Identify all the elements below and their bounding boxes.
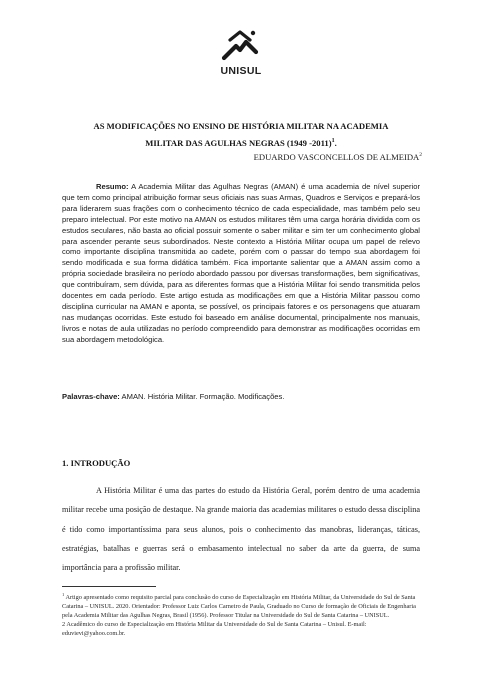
footnote-2-mark: 2 xyxy=(62,621,66,629)
unisul-emblem-icon xyxy=(220,28,262,64)
article-title-line-1: AS MODIFICAÇÕES NO ENSINO DE HISTÓRIA MILITAR NA ACADEMIA xyxy=(93,121,389,131)
title-end-period: . xyxy=(334,137,337,148)
introduction-paragraph: A História Militar é uma das partes do estudo da História Geral, porém dentro de uma academia militar recebe uma posição de destaque. Na grande maioria das academias militares o estudo dessa disciplina é tido como importantíssima para seus alunos, pois o conhecimento das manobras, lideranças, táticas, estratégias, batalhas e guerras será o embasamento intelectual no saber da arte da guerra, de suma importância para a profissão militar. xyxy=(62,486,420,573)
footnote-2-text: Acadêmico do curso de Especialização em História Militar da Universidade do Sul de Santa Catarina – Unisul. E-mail: eduvievi@yahoo.com.br. xyxy=(62,621,367,637)
footnote-2 xyxy=(62,621,422,638)
author-name-text: EDUARDO VASCONCELLOS DE ALMEIDA xyxy=(253,152,420,162)
section-heading: 1. INTRODUÇÃO xyxy=(62,458,131,468)
article-title-line-2 xyxy=(60,134,422,150)
author-footnote-mark: 2 xyxy=(419,152,422,159)
abstract-text: A Academia Militar das Agulhas Negras (AMAN) é uma academia de nível superior que tem como principal atribuição formar seus oficiais nas suas Armas, Quadros e Serviços e prepará-los para liderarem suas frações com o conhecimento técnico de cada especialidade, mas também pelo seu preparo intelectual. Por este motivo na AMAN os estudos militares têm uma carga horária dividida com os estudos seculares, não basta ao oficial possuir somente o saber militar e sim ter um conhecimento global para ascender perante seus subordinados. Neste contexto a História Militar ocupa um papel de relevo como importante disciplina transmitida ao cadete, porém com o passar do tempo sua abordagem foi sendo modificada e sua forma didática também. Fica importante salientar que a AMAN assim como a própria sociedade brasileira no período abordado passou por diversas transformações, bem significativas, que contribuíram, sem dúvida, para as diferentes formas que a História Militar foi sendo transmitida pelos docentes em cada período. Este artigo estuda as modificações em que a História Militar passou como disciplina curricular na AMAN e aponta, se possível, os principais fatores e os personagens que atuaram nas mudanças ocorridas. Este estudo foi baseado em análise documental, principalmente nos manuais, livros e notas de aula utilizadas no período compreendido para demonstrar as modificações ocorridas em sua abordagem metodológica. xyxy=(62,182,420,344)
footnote-1 xyxy=(62,591,422,620)
keywords xyxy=(62,392,284,401)
footnote-1-text: Artigo apresentado como requisito parcial para conclusão do curso de Especialização em História Militar, da Universidade do Sul de Santa Catarina – UNISUL. 2020. Orientador: Professor Luiz Carlos Carneiro de Paula, Graduado no Curso de formação de Oficiais de Engenharia pela Academia Militar das Agulhas Negras, Brasil (1956). Professor Titular na Universidade do Sul de Santa Catarina – UNISUL. xyxy=(62,594,416,619)
university-logo xyxy=(212,28,270,78)
title-footnote-mark: 1 xyxy=(331,138,335,144)
footnotes xyxy=(62,591,422,640)
abstract xyxy=(62,182,420,346)
footnote-divider xyxy=(62,586,156,587)
footnote-1-mark: 1 xyxy=(62,592,65,597)
abstract-label: Resumo: xyxy=(96,182,129,191)
keywords-text: AMAN. História Militar. Formação. Modificações. xyxy=(121,392,285,401)
introduction-body xyxy=(62,481,420,577)
article-title-text: MILITAR DAS AGULHAS NEGRAS (1949 -2011) xyxy=(145,137,332,148)
logo-text: UNISUL xyxy=(220,65,262,77)
author-name xyxy=(254,152,422,162)
keywords-label: Palavras-chave: xyxy=(62,392,120,401)
